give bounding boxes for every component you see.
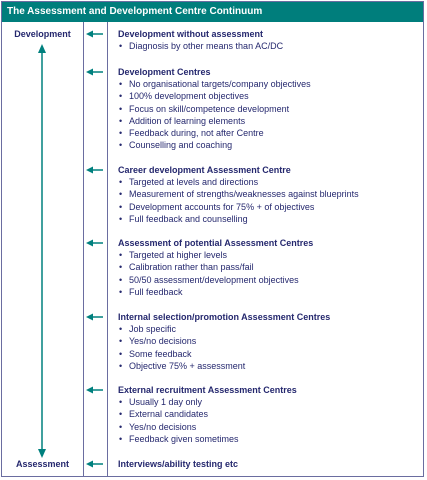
entry-bullet-list <box>118 396 418 445</box>
bullet-item: • Calibration rather than pass/fail <box>118 261 418 273</box>
bullet-item: • Yes/no decisions <box>118 335 418 347</box>
bullet-item: • Measurement of strengths/weaknesses against blueprints <box>118 188 418 200</box>
left-arrow-icon <box>86 29 104 39</box>
continuum-entry <box>118 164 418 225</box>
continuum-entry <box>118 384 418 445</box>
left-arrow-icon <box>86 312 104 322</box>
continuum-panel <box>1 1 424 477</box>
continuum-entry <box>118 458 418 470</box>
bullet-item: • Feedback given sometimes <box>118 433 418 445</box>
entry-bullet-list <box>118 78 418 151</box>
bullet-item: • External candidates <box>118 408 418 420</box>
bullet-item: • Objective 75% + assessment <box>118 360 418 372</box>
entry-heading: Development Centres <box>118 67 211 77</box>
left-arrow-icon <box>86 165 104 175</box>
entry-heading: Career development Assessment Centre <box>118 165 291 175</box>
entry-bullet-list <box>118 249 418 298</box>
bullet-item: • 100% development objectives <box>118 90 418 102</box>
column-divider-left <box>83 22 84 476</box>
left-arrow-icon <box>86 385 104 395</box>
entry-bullet-list <box>118 176 418 225</box>
bullet-item: • Targeted at levels and directions <box>118 176 418 188</box>
left-arrow-icon <box>86 67 104 77</box>
bullet-item: • Full feedback <box>118 286 418 298</box>
bullet-item: • Job specific <box>118 323 418 335</box>
entry-heading: External recruitment Assessment Centres <box>118 385 297 395</box>
continuum-entry <box>118 237 418 298</box>
bullet-item: • Some feedback <box>118 348 418 360</box>
bullet-item: • Usually 1 day only <box>118 396 418 408</box>
left-arrow-icon <box>86 459 104 469</box>
entry-heading: Assessment of potential Assessment Centres <box>118 238 314 248</box>
left-arrow-icon <box>86 238 104 248</box>
axis-label-development: Development <box>14 29 71 39</box>
continuum-double-arrow-icon <box>22 44 62 458</box>
continuum-entry <box>118 28 418 52</box>
bullet-item: • Development accounts for 75% + of objectives <box>118 201 418 213</box>
bullet-item: • 50/50 assessment/development objectives <box>118 274 418 286</box>
bullet-item: • Addition of learning elements <box>118 115 418 127</box>
column-divider-right <box>107 22 108 476</box>
panel-title: The Assessment and Development Centre Continuum <box>2 2 423 22</box>
entry-heading: Internal selection/promotion Assessment Centres <box>118 312 331 322</box>
axis-label-assessment: Assessment <box>15 459 70 469</box>
bullet-item: • Full feedback and counselling <box>118 213 418 225</box>
entry-heading: Interviews/ability testing etc <box>118 459 239 469</box>
bullet-item: • Feedback during, not after Centre <box>118 127 418 139</box>
entry-bullet-list <box>118 40 418 52</box>
continuum-entry <box>118 311 418 372</box>
bullet-item: • Yes/no decisions <box>118 421 418 433</box>
bullet-item: • Counselling and coaching <box>118 139 418 151</box>
bullet-item: • Focus on skill/competence development <box>118 103 418 115</box>
bullet-item: • No organisational targets/company objectives <box>118 78 418 90</box>
bullet-item: • Diagnosis by other means than AC/DC <box>118 40 418 52</box>
bullet-item: • Targeted at higher levels <box>118 249 418 261</box>
entry-heading: Development without assessment <box>118 29 264 39</box>
entry-bullet-list <box>118 323 418 372</box>
continuum-entry <box>118 66 418 151</box>
